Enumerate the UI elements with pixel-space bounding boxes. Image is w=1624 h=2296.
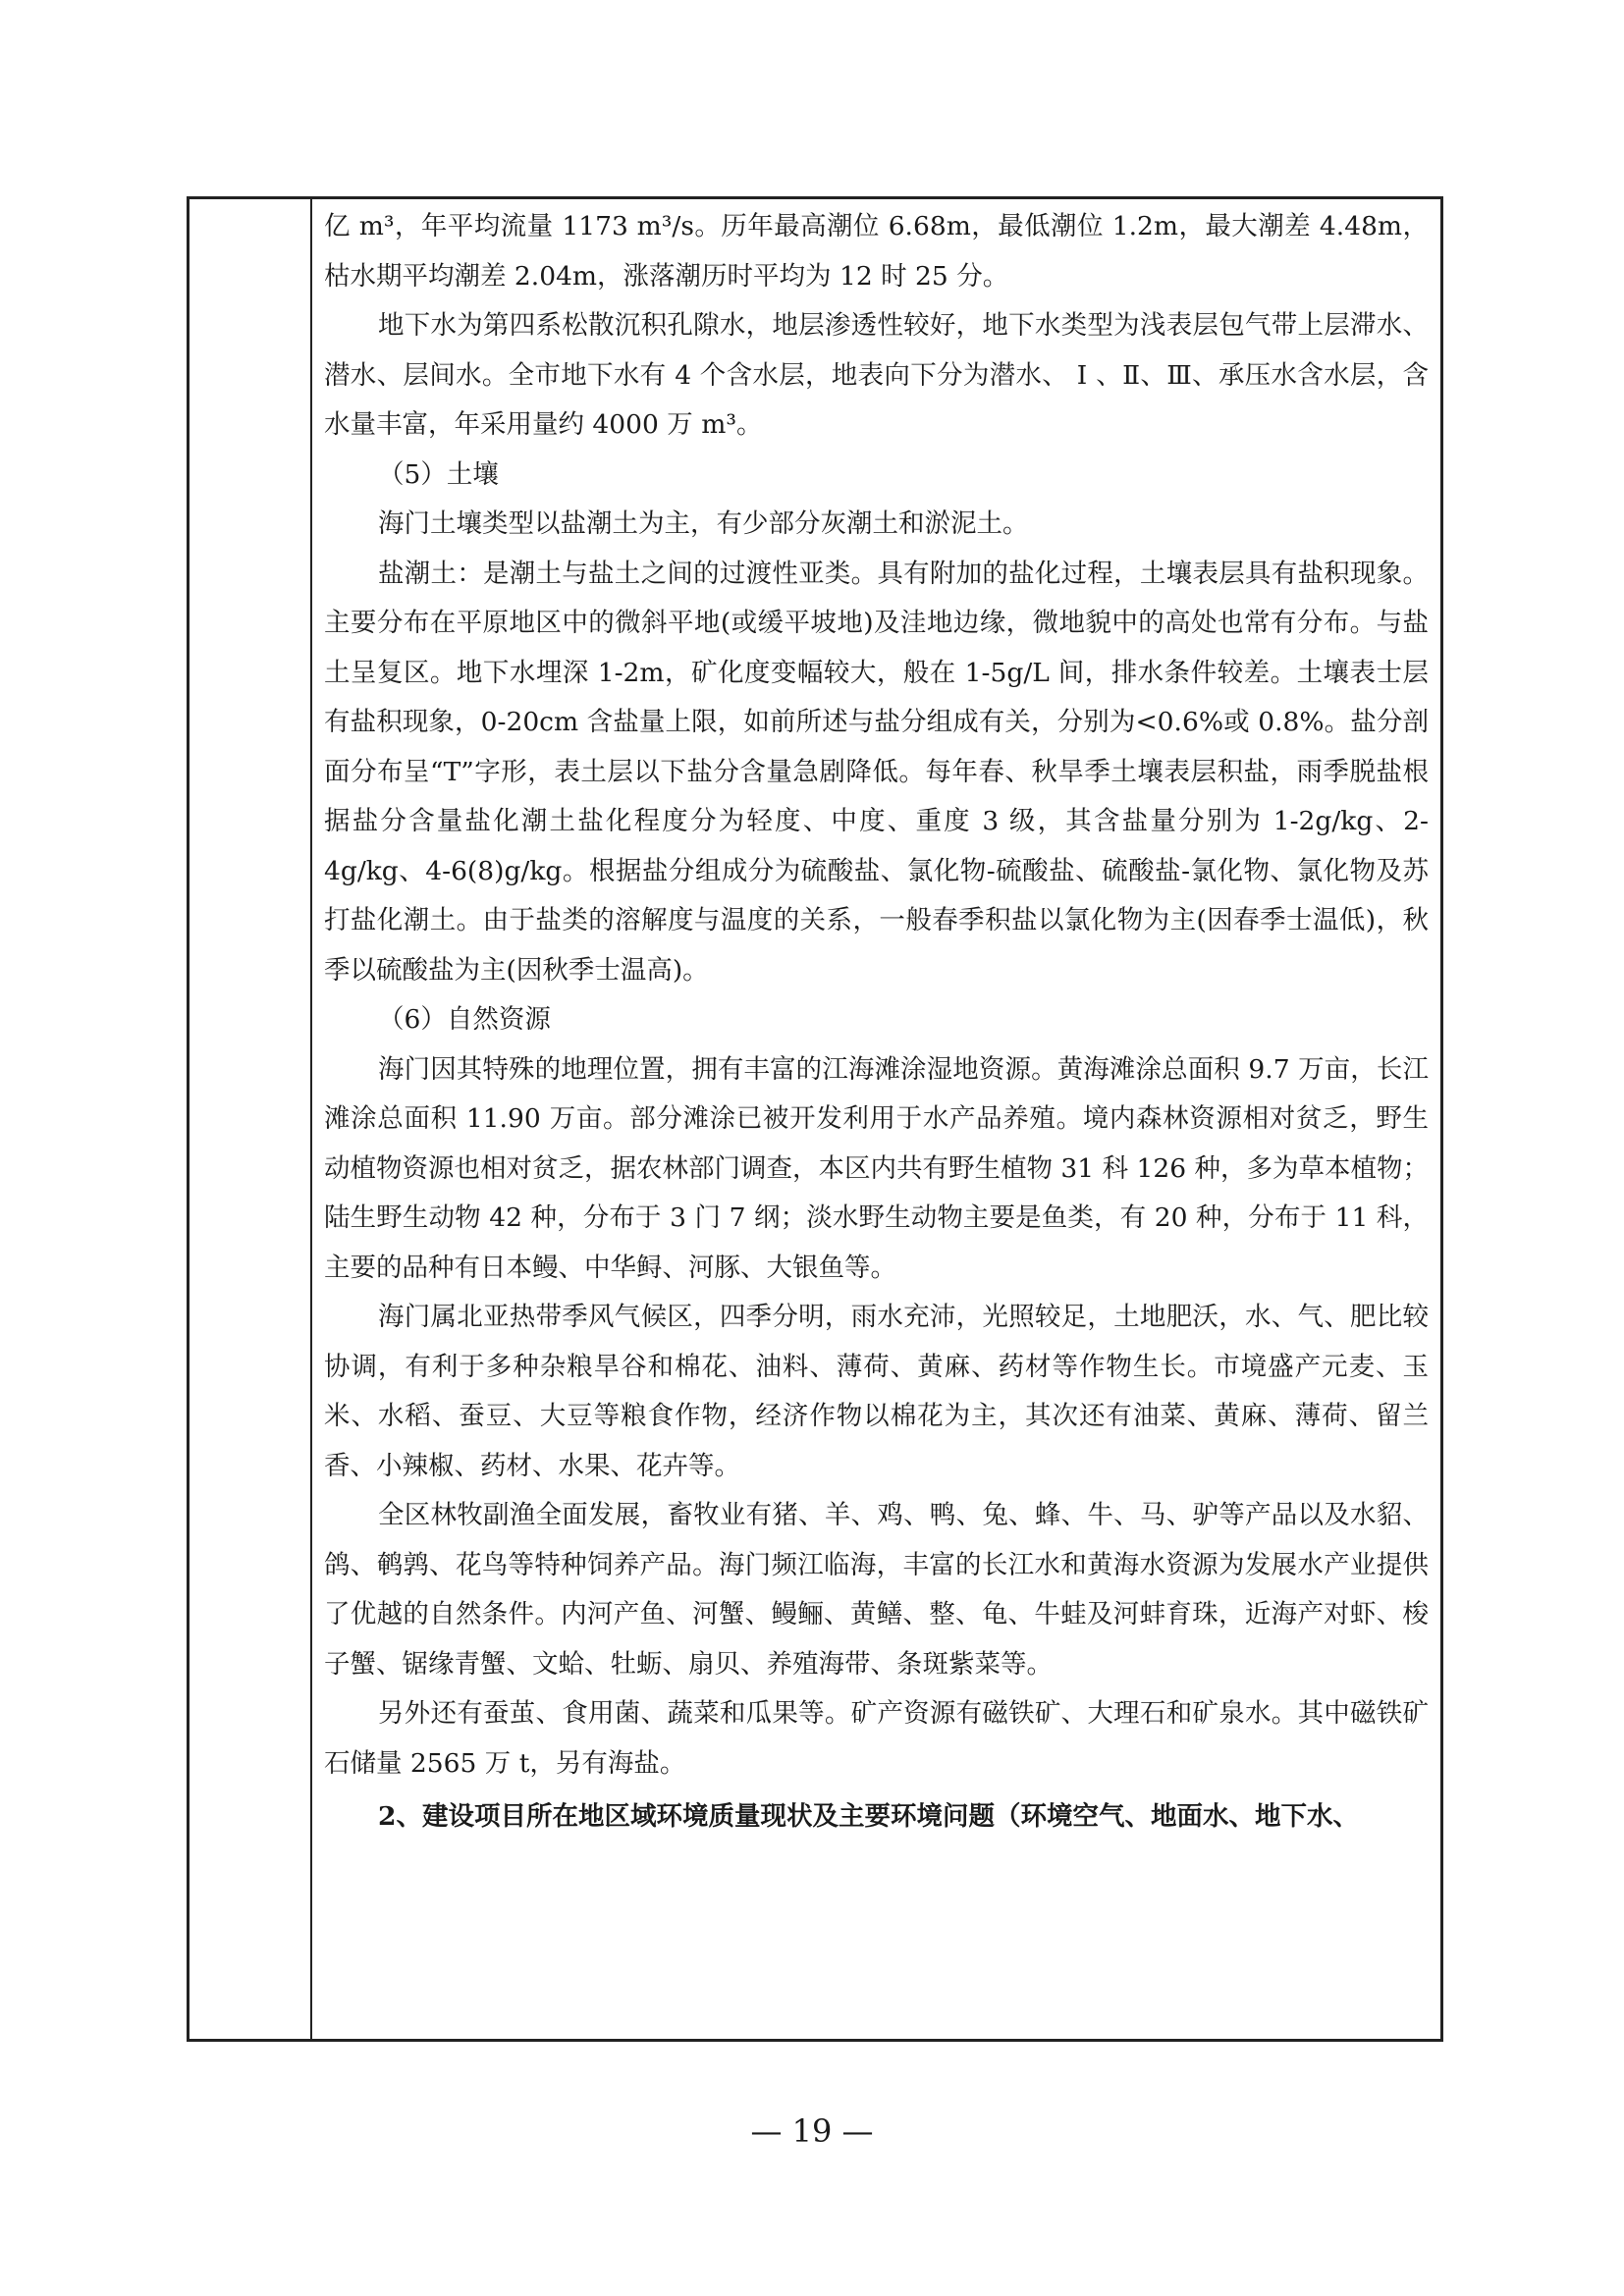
paragraph-water-flow: 亿 m³，年平均流量 1173 m³/s。历年最高潮位 6.68m，最低潮位 1.2m，最大潮差 4.48m，枯水期平均潮差 2.04m，涨落潮历时平均为 12 时 25 分。: [324, 211, 1429, 292]
paragraph-soil-type: 海门土壤类型以盐潮土为主，有少部分灰潮土和淤泥土。: [378, 508, 1029, 539]
paragraph-saline-soil: 盐潮土：是潮土与盐土之间的过渡性亚类。具有附加的盐化过程，土壤表层具有盐积现象。主要分布在平原地区中的微斜平地(或缓平坡地)及洼地边缘，微地貌中的高处也常有分布。与盐土呈复区。地下水埋深 1-2m，矿化度变幅较大，般在 1-5g/L 间，排水条件较差。土壤表士层有盐积现象，0-20cm 含盐量上限，如前所述与盐分组成有关，分别为<0.6%或 0.8%。盐分剖面分布呈“T”字形，表土层以下盐分含量急剧降低。每年春、秋旱季土壤表层积盐，雨季脱盐根据盐分含量盐化潮土盐化程度分为轻度、中度、重度 3 级，其含盐量分别为 1-2g/kg、2-4g/kg、4-6(8)g/kg。根据盐分组成分为硫酸盐、氯化物-硫酸盐、硫酸盐-氯化物、氯化物及苏打盐化潮土。由于盐类的溶解度与温度的关系，一般春季积盐以氯化物为主(因春季士温低)，秋季以硫酸盐为主(因秋季士温高)。: [324, 558, 1429, 986]
subheading-natural-resources: （6）自然资源: [378, 1004, 551, 1035]
subheading-soil: （5）土壤: [378, 458, 499, 490]
label-column: [189, 199, 312, 2039]
text-cell: [324, 199, 1429, 2039]
paragraph-wetland-resources: 海门因其特殊的地理位置，拥有丰富的江海滩涂湿地资源。黄海滩涂总面积 9.7 万亩，长江滩涂总面积 11.90 万亩。部分滩涂已被开发利用于水产品养殖。境内森林资源相对贫乏，野生动植物资源也相对贫乏，据农林部门调查，本区内共有野生植物 31 科 126 种，多为草本植物；陆生野生动物 42 种，分布于 3 门 7 纲；淡水野生动物主要是鱼类，有 20 种，分布于 11 科，主要的品种有日本鳗、中华鲟、河豚、大银鱼等。: [324, 1053, 1429, 1283]
paragraph-climate-crops: 海门属北亚热带季风气候区，四季分明，雨水充沛，光照较足，土地肥沃，水、气、肥比较协调，有利于多种杂粮旱谷和棉花、油料、薄荷、黄麻、药材等作物生长。市境盛产元麦、玉米、水稻、蚕豆、大豆等粮食作物，经济作物以棉花为主，其次还有油菜、黄麻、薄荷、留兰香、小辣椒、药材、水果、花卉等。: [324, 1302, 1429, 1481]
form-table: [187, 196, 1443, 2042]
page-number: — 19 —: [750, 2112, 874, 2150]
paragraph-husbandry-fishery: 全区林牧副渔全面发展，畜牧业有猪、羊、鸡、鸭、兔、蜂、牛、马、驴等产品以及水貂、鸽、鹌鹑、花鸟等特种饲养产品。海门频江临海，丰富的长江水和黄海水资源为发展水产业提供了优越的自然条件。内河产鱼、河蟹、鳗鲡、黄鳝、整、龟、牛蛙及河蚌育珠，近海产对虾、梭子蟹、锯缘青蟹、文蛤、牡蛎、扇贝、养殖海带、条斑紫菜等。: [324, 1500, 1429, 1680]
paragraph-minerals: 另外还有蚕茧、食用菌、蔬菜和瓜果等。矿产资源有磁铁矿、大理石和矿泉水。其中磁铁矿石储量 2565 万 t，另有海盐。: [324, 1698, 1429, 1779]
section-heading-environment: 2、建设项目所在地区域环境质量现状及主要环境问题（环境空气、地面水、地下水、: [378, 1801, 1359, 1832]
paragraph-groundwater: 地下水为第四系松散沉积孔隙水，地层渗透性较好，地下水类型为浅表层包气带上层滞水、潜水、层间水。全市地下水有 4 个含水层，地表向下分为潜水、 Ⅰ 、Ⅱ、Ⅲ、承压水含水层，含水量丰富，年采用量约 4000 万 m³。: [324, 310, 1429, 440]
